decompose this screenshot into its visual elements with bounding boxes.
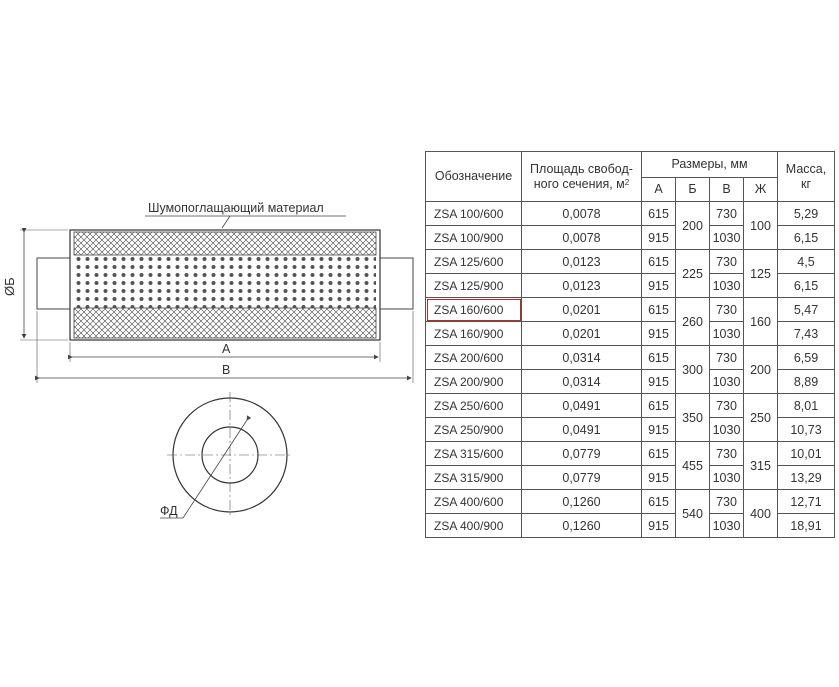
cell-code: ZSA 400/900 <box>426 514 522 538</box>
cell-mass: 4,5 <box>778 250 835 274</box>
cell-code: ZSA 125/900 <box>426 274 522 298</box>
cell-zh: 160 <box>744 298 778 346</box>
cell-a: 615 <box>642 442 676 466</box>
cell-zh: 125 <box>744 250 778 298</box>
table-row <box>426 250 835 274</box>
cell-area: 0,0314 <box>522 370 642 394</box>
cell-a: 915 <box>642 514 676 538</box>
cell-area: 0,0078 <box>522 202 642 226</box>
cell-v: 730 <box>710 298 744 322</box>
cell-v: 1030 <box>710 418 744 442</box>
cell-area: 0,0123 <box>522 274 642 298</box>
cell-v: 1030 <box>710 370 744 394</box>
table-row <box>426 202 835 226</box>
cell-a: 915 <box>642 370 676 394</box>
cell-area: 0,0314 <box>522 346 642 370</box>
cell-mass: 5,29 <box>778 202 835 226</box>
cell-b: 300 <box>676 346 710 394</box>
cell-a: 615 <box>642 490 676 514</box>
cell-v: 1030 <box>710 226 744 250</box>
spec-table-body <box>426 202 835 538</box>
cell-v: 1030 <box>710 274 744 298</box>
cell-code: ZSA 125/600 <box>426 250 522 274</box>
cell-a: 615 <box>642 346 676 370</box>
left-pipe <box>37 258 70 309</box>
right-pipe <box>380 258 413 309</box>
cell-a: 915 <box>642 418 676 442</box>
cell-a: 915 <box>642 274 676 298</box>
cell-mass: 6,59 <box>778 346 835 370</box>
cell-code: ZSA 250/900 <box>426 418 522 442</box>
cell-mass: 18,91 <box>778 514 835 538</box>
cell-mass: 5,47 <box>778 298 835 322</box>
cell-area: 0,0123 <box>522 250 642 274</box>
cell-a: 615 <box>642 394 676 418</box>
cell-a: 915 <box>642 322 676 346</box>
cell-mass: 6,15 <box>778 274 835 298</box>
cell-v: 730 <box>710 442 744 466</box>
cell-area: 0,1260 <box>522 514 642 538</box>
bottom-insulation <box>74 308 376 338</box>
perforated-core <box>74 255 376 308</box>
cell-mass: 10,01 <box>778 442 835 466</box>
cell-a: 915 <box>642 226 676 250</box>
header-dimensions: Размеры, мм <box>642 152 778 178</box>
cell-b: 350 <box>676 394 710 442</box>
cell-mass: 8,01 <box>778 394 835 418</box>
header-designation: Обозначение <box>426 152 522 202</box>
cell-mass: 10,73 <box>778 418 835 442</box>
header-col-zh: Ж <box>744 178 778 202</box>
cell-mass: 12,71 <box>778 490 835 514</box>
cell-code: ZSA 250/600 <box>426 394 522 418</box>
dim-diam-b-label: ØБ <box>2 277 17 296</box>
cell-code: ZSA 100/900 <box>426 226 522 250</box>
cell-v: 1030 <box>710 466 744 490</box>
table-row <box>426 298 835 322</box>
cell-b: 225 <box>676 250 710 298</box>
cell-area: 0,0491 <box>522 394 642 418</box>
cell-zh: 200 <box>744 346 778 394</box>
header-col-a: А <box>642 178 676 202</box>
header-area: Площадь свобод- ного сечения, $м^2$ <box>522 152 642 202</box>
dim-diam-d-label: ФД <box>160 504 178 518</box>
dim-a-label: A <box>222 342 231 356</box>
cell-b: 455 <box>676 442 710 490</box>
cell-b: 540 <box>676 490 710 538</box>
cell-code: ZSA 200/900 <box>426 370 522 394</box>
cell-area: 0,1260 <box>522 490 642 514</box>
cell-a: 915 <box>642 466 676 490</box>
table-row <box>426 394 835 418</box>
cell-area: 0,0201 <box>522 298 642 322</box>
header-col-v: В <box>710 178 744 202</box>
cell-a: 615 <box>642 250 676 274</box>
cell-v: 730 <box>710 250 744 274</box>
cell-code: ZSA 200/600 <box>426 346 522 370</box>
cell-code: ZSA 315/900 <box>426 466 522 490</box>
cell-zh: 100 <box>744 202 778 250</box>
cell-code: ZSA 100/600 <box>426 202 522 226</box>
table-row <box>426 490 835 514</box>
spec-table <box>425 151 835 538</box>
cell-code: ZSA 315/600 <box>426 442 522 466</box>
cell-a: 615 <box>642 202 676 226</box>
cell-v: 1030 <box>710 514 744 538</box>
cell-zh: 315 <box>744 442 778 490</box>
top-insulation <box>74 232 376 255</box>
cell-b: 200 <box>676 202 710 250</box>
cell-area: 0,0779 <box>522 466 642 490</box>
header-mass: Масса, кг <box>778 152 835 202</box>
cell-v: 1030 <box>710 322 744 346</box>
header-col-b: Б <box>676 178 710 202</box>
cell-area: 0,0201 <box>522 322 642 346</box>
cell-mass: 6,15 <box>778 226 835 250</box>
material-label: Шумопоглащающий материал <box>148 201 324 215</box>
cell-area: 0,0078 <box>522 226 642 250</box>
cell-mass: 7,43 <box>778 322 835 346</box>
cell-mass: 8,89 <box>778 370 835 394</box>
cell-code: ZSA 400/600 <box>426 490 522 514</box>
cell-zh: 400 <box>744 490 778 538</box>
cell-v: 730 <box>710 394 744 418</box>
cell-code: ZSA 160/600 <box>426 298 522 322</box>
cell-area: 0,0779 <box>522 442 642 466</box>
cell-mass: 13,29 <box>778 466 835 490</box>
cell-b: 260 <box>676 298 710 346</box>
cell-zh: 250 <box>744 394 778 442</box>
table-row <box>426 346 835 370</box>
cell-v: 730 <box>710 346 744 370</box>
cell-v: 730 <box>710 202 744 226</box>
cell-code: ZSA 160/900 <box>426 322 522 346</box>
cell-a: 615 <box>642 298 676 322</box>
label-leader <box>222 216 230 228</box>
table-row <box>426 442 835 466</box>
dim-b-label: B <box>222 363 231 377</box>
cell-area: 0,0491 <box>522 418 642 442</box>
cell-v: 730 <box>710 490 744 514</box>
